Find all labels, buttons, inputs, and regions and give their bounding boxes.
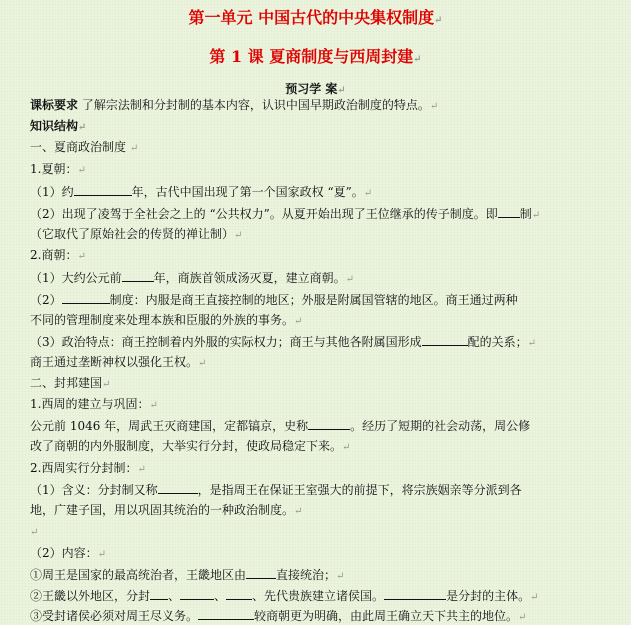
fill-blank[interactable] — [158, 482, 198, 494]
fill-blank[interactable] — [384, 588, 446, 600]
shang-item-3: （3）政治特点：商王控制着内外服的实际权力；商王与其他各附属国形成 配的关系；↵ — [30, 335, 537, 349]
requirement-label: 课标要求 — [30, 98, 79, 112]
shang-item-2-cont: 不同的管理制度来处理本族和臣服的外族的事务。↵ — [30, 313, 303, 327]
xia-note: （它取代了原始社会的传贤的禅让制）↵ — [30, 227, 243, 241]
fill-blank[interactable] — [198, 608, 254, 620]
fill-blank[interactable] — [308, 418, 350, 430]
content-item-1: ①周王是国家的最高统治者，王畿地区由 直接统治；↵ — [30, 568, 345, 582]
shang-item-1: （1）大约公元前 年，商族首领成汤灭夏，建立商朝。↵ — [30, 271, 355, 285]
fill-blank[interactable] — [246, 567, 276, 579]
western-zhou-heading: 1.西周的建立与巩固：↵ — [30, 397, 158, 411]
section1-heading: 一、夏商政治制度 ↵ — [30, 140, 139, 154]
fill-blank[interactable] — [226, 588, 252, 600]
fill-blank[interactable] — [62, 292, 110, 304]
lesson-title: 第 1 课 夏商制度与西周封建↵ — [209, 47, 422, 66]
fengjian-heading: 2.西周实行分封制：↵ — [30, 461, 146, 475]
subtitle: 预习学 案↵ — [285, 82, 346, 96]
fill-blank[interactable] — [422, 334, 468, 346]
western-zhou-item-cont: 改了商朝的内外服制度，大举实行分封，使政局稳定下来。↵ — [30, 439, 351, 453]
fill-blank[interactable] — [122, 270, 154, 282]
fengjian-definition-cont: 地，广建子国，用以巩固其统治的一种政治制度。↵ — [30, 503, 303, 517]
fill-blank[interactable] — [150, 588, 168, 600]
xia-heading: 1.夏朝：↵ — [30, 162, 86, 176]
shang-heading: 2.商朝：↵ — [30, 248, 86, 262]
xia-item-1: （1）约 年，古代中国出现了第一个国家政权 “夏”。↵ — [30, 185, 373, 199]
fengjian-definition: （1）含义：分封制又称 ，是指周王在保证王室强大的前提下，将宗族姻亲等分派到各 — [30, 483, 522, 497]
knowledge-structure-heading: 知识结构↵ — [30, 119, 87, 133]
shang-item-2: （2） 制度：内服是商王直接控制的地区；外服是附属国管辖的地区。商王通过两种 — [30, 293, 518, 307]
section2-heading: 二、封邦建国↵ — [30, 376, 111, 390]
xia-item-2: （2）出现了凌驾于全社会之上的 “公共权力”。从夏开始出现了王位继承的传子制度。即 制↵ — [30, 207, 541, 221]
content-heading: （2）内容：↵ — [30, 546, 107, 560]
content-item-2: ②王畿以外地区，分封 、 、 、先代贵族建立诸侯国。 是分封的主体。↵ — [30, 589, 539, 603]
fill-blank[interactable] — [498, 206, 520, 218]
fill-blank[interactable] — [180, 588, 214, 600]
fill-blank[interactable] — [74, 184, 132, 196]
content-item-3: ③受封诸侯必须对周王尽义务。 较商朝更为明确，由此周王确立天下共主的地位。↵ — [30, 609, 527, 623]
shang-item-3-cont: 商王通过垄断神权以强化王权。↵ — [30, 355, 207, 369]
western-zhou-item: 公元前 1046 年，周武王灭商建国，定都镐京，史称 。经历了短期的社会动荡，周公修 — [30, 419, 531, 433]
unit-title: 第一单元 中国古代的中央集权制度↵ — [188, 8, 443, 27]
requirement-text: 了解宗法制和分封制的基本内容，认识中国早期政治制度的特点。 — [78, 98, 430, 112]
empty-paragraph: ↵ — [30, 527, 39, 538]
curriculum-requirement: 课标要求 了解宗法制和分封制的基本内容，认识中国早期政治制度的特点。↵ — [30, 98, 439, 112]
